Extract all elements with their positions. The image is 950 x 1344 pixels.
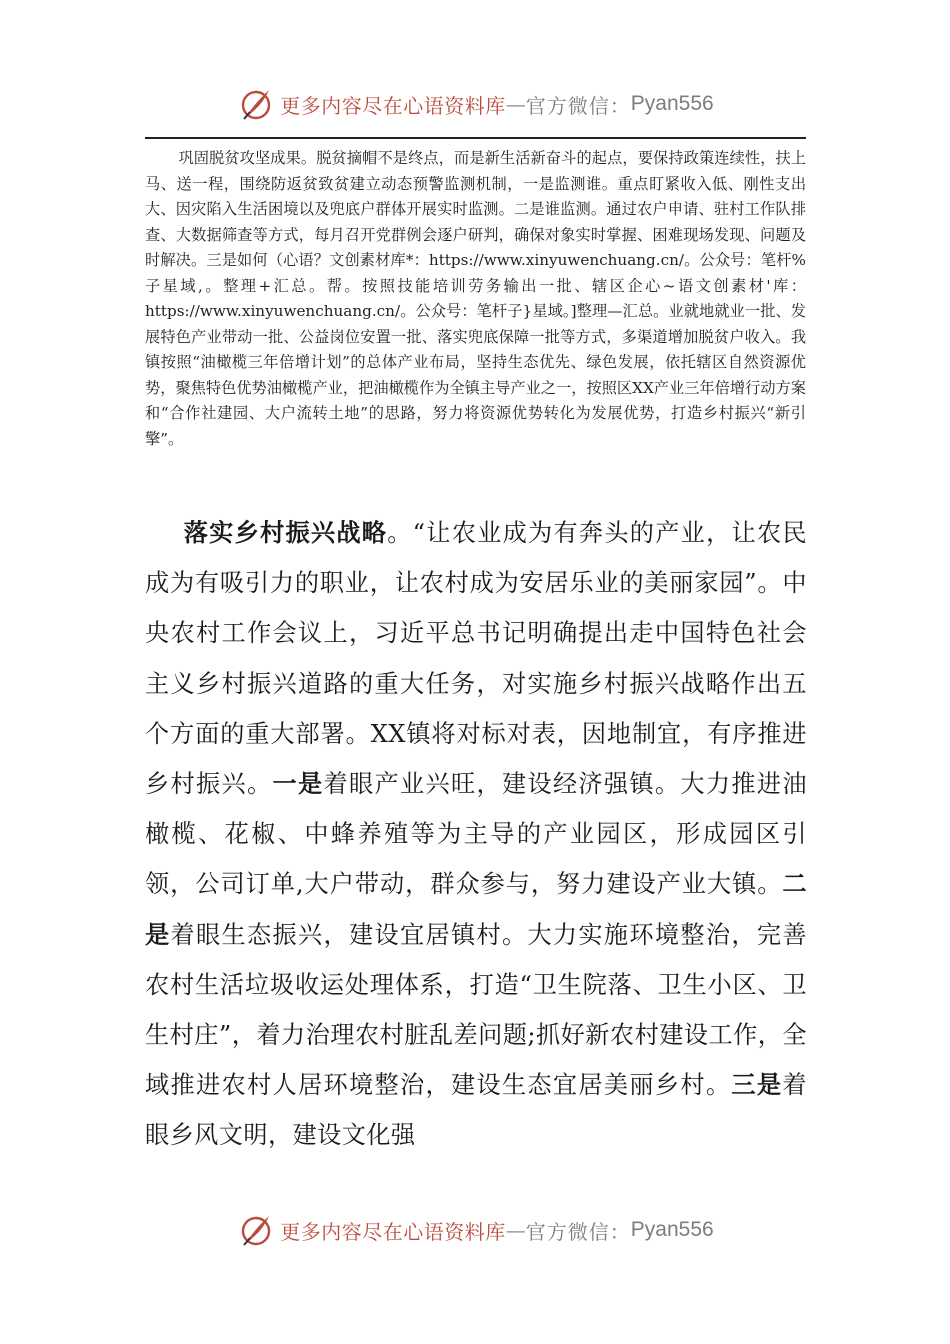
footer-banner (0, 1210, 950, 1250)
main-paragraph (145, 508, 807, 1161)
small-text-paragraph: 巩固脱贫攻坚成果。脱贫摘帽不是终点，而是新生活新奋斗的起点，要保持政策连续性，扶上马、送一程，围绕防返贫致贫建立动态预警监测机制，一是监测谁。重点盯紧收入低、刚性支出大、因灾陷入生活困境以及兜底户群体开展实时监测。二是谁监测。通过农户申请、驻村工作队排查、大数据筛查等方式，每月召开党群例会逐户研判，确保对象实时掌握、困难现场发现、问题及时解决。三是如何（心语？文创素材库*：https://www.xinyuwenchuang.cn/。公众号：笔杆%子星域,。整理+汇总。帮。按照技能培训劳务输出一批、辖区企心~语文创素材'库：https://www.xinyuwenchuang.cn/。公众号：笔杆子}星域。]整理—汇总。业就地就业一批、发展特色产业带动一批、公益岗位安置一批、落实兜底保障一批等方式，多渠道增加脱贫户收入。我镇按照“油橄榄三年倍增计划”的总体产业布局，坚持生态优先、绿色发展，依托辖区自然资源优势，聚焦特色优势油橄榄产业，把油橄榄作为全镇主导产业之一，按照区XX产业三年倍增行动方案和“合作社建园、大户流转土地”的思路，努力将资源优势转化为发展优势，打造乡村振兴“新引擎”。 (145, 149, 806, 448)
paragraph-text-3: 着眼生态振兴，建设宜居镇村。大力实施环境整治，完善农村生活垃圾收运处理体系，打造“卫生院落、卫生小区、卫生村庄”，着力治理农村脏乱差问题;抓好新农村建设工作，全域推进农村人居环境整治，建设生态宜居美丽乡村。 (145, 920, 807, 1100)
header-divider (145, 137, 806, 139)
paragraph-text-2: 着眼产业兴旺，建设经济强镇。大力推进油橄榄、花椒、中蜂养殖等为主导的产业园区，形成园区引领，公司订单,大户带动，群众参与，努力建设产业大镇。 (145, 770, 807, 899)
point-one-marker: 一是 (272, 769, 324, 799)
point-three-marker: 三是 (731, 1070, 783, 1100)
banner-wechat-id: Pyan556 (630, 92, 714, 115)
banner-separator: — (505, 92, 526, 116)
quill-pen-logo-icon (236, 1210, 276, 1250)
paragraph-text-1: 。“让农业成为有奔头的产业，让农民成为有吸引力的职业，让农村成为安居乐业的美丽家园”。中央农村工作会议上，习近平总书记明确提出走中国特色社会主义乡村振兴道路的重大任务，对实施乡村振兴战略作出五个方面的重大部署。XX镇将对标对表，因地制宜，有序推进乡村振兴。 (145, 519, 808, 799)
footer-banner-separator: — (505, 1218, 526, 1242)
header-banner (0, 84, 950, 124)
footer-banner-wechat-label: 官方微信： (525, 1219, 631, 1244)
quill-pen-logo-icon (236, 84, 276, 124)
footer-banner-title: 更多内容尽在心语资料库 (280, 1219, 506, 1244)
banner-title: 更多内容尽在心语资料库 (280, 93, 506, 118)
paragraph-text-4: 着眼乡风文明，建设文化强 (145, 1071, 807, 1150)
section-heading: 落实乡村振兴战略 (183, 518, 388, 547)
footer-banner-wechat-id: Pyan556 (630, 1218, 714, 1241)
point-two-marker: 二是 (145, 869, 807, 949)
banner-wechat-label: 官方微信： (525, 93, 631, 118)
